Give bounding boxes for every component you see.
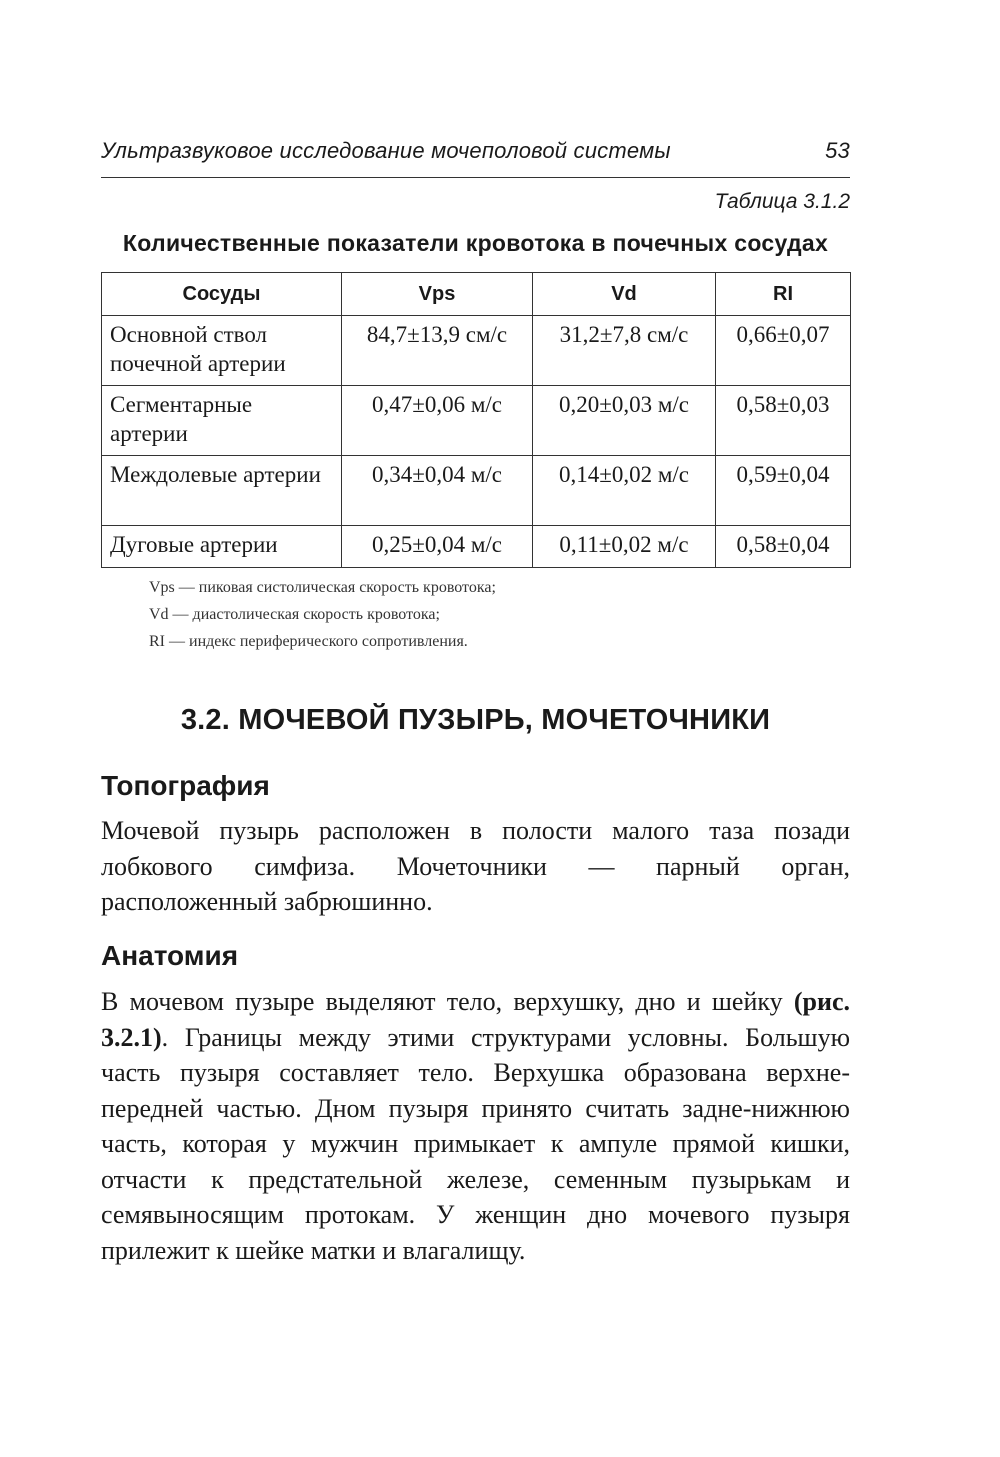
topography-text: Мочевой пузырь расположен в полости малого таза позади лобкового симфиза. Мочеточники — парный орган, расположенный забрюшинно.	[101, 816, 850, 916]
table-cell: 0,58±0,04	[716, 526, 851, 568]
table-cell: 0,66±0,07	[716, 316, 851, 386]
page-number: 53	[825, 138, 850, 163]
table-cell: 0,25±0,04 м/с	[342, 526, 533, 568]
legend-item: Vd — диастолическая скорость кровотока;	[149, 606, 440, 623]
topography-paragraph	[101, 813, 850, 920]
table-cell: Дуговые артерии	[102, 526, 342, 568]
section-heading: 3.2. МОЧЕВОЙ ПУЗЫРЬ, МОЧЕТОЧНИКИ	[180, 704, 771, 736]
table-label: Таблица 3.1.2	[714, 190, 850, 213]
column-header: Vps	[342, 273, 533, 316]
table-cell: 0,47±0,06 м/с	[342, 386, 533, 456]
table-legend	[149, 574, 496, 655]
header-divider	[101, 177, 850, 178]
anatomy-heading: Анатомия	[101, 940, 239, 971]
running-header	[101, 136, 850, 170]
column-header: Сосуды	[102, 273, 342, 316]
book-page	[101, 0, 850, 1457]
table-header-row	[102, 273, 851, 316]
table-cell: 0,59±0,04	[716, 456, 851, 526]
table-cell: Междолевые артерии	[102, 456, 342, 526]
table-cell: 0,20±0,03 м/с	[533, 386, 716, 456]
figure-reference: (рис. 3.2.1)	[101, 987, 850, 1052]
table-cell: 0,34±0,04 м/с	[342, 456, 533, 526]
table-row	[102, 526, 851, 568]
running-title: Ультразвуковое исследование мочеполовой системы	[101, 138, 671, 163]
table-title: Количественные показатели кровотока в почечных сосудах	[122, 230, 829, 256]
table-row	[102, 386, 851, 456]
table-cell: 0,58±0,03	[716, 386, 851, 456]
table-cell: 31,2±7,8 см/с	[533, 316, 716, 386]
table-row	[102, 456, 851, 526]
table-cell: 0,14±0,02 м/с	[533, 456, 716, 526]
table-cell: Сегментарные артерии	[102, 386, 342, 456]
legend-item: Vps — пиковая систолическая скорость кровотока;	[149, 579, 496, 596]
table-row	[102, 316, 851, 386]
topography-heading: Топография	[101, 770, 270, 801]
legend-item: RI — индекс периферического сопротивления.	[149, 633, 468, 650]
column-header: RI	[716, 273, 851, 316]
column-header: Vd	[533, 273, 716, 316]
table-cell: 84,7±13,9 см/с	[342, 316, 533, 386]
blood-flow-table	[101, 272, 851, 568]
table-cell: Основной ствол почечной артерии	[102, 316, 342, 386]
anatomy-text-rest: . Границы между этими структурами условны. Большую часть пузыря составляет тело. Верхушка образована верхне-передней частью. Дном пузыря принято считать задне-нижнюю часть, которая у мужчин примыкает к ампуле прямой кишки, отчасти к предстательной железе, семенным пузырькам и семявыносящим протокам. У женщин дно мочевого пузыря прилежит к шейке матки и влагалищу.	[101, 1022, 850, 1265]
anatomy-text-start: В мочевом пузыре выделяют тело, верхушку, дно и шейку	[101, 987, 794, 1016]
anatomy-paragraph	[101, 984, 850, 1268]
table-cell: 0,11±0,02 м/с	[533, 526, 716, 568]
